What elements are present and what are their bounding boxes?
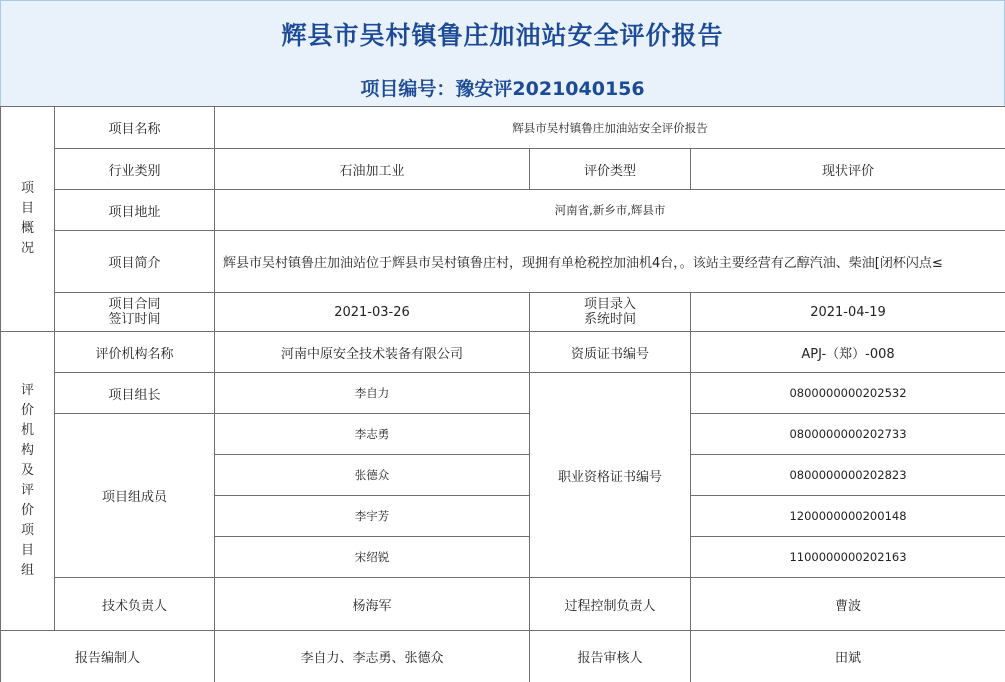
tech-value: 杨海军 (215, 578, 530, 631)
industry-value: 石油加工业 (215, 149, 530, 190)
row-address (1, 190, 1005, 231)
address-label: 项目地址 (55, 190, 215, 231)
project-name-value: 辉县市吴村镇鲁庄加油站安全评价报告 (215, 107, 1005, 149)
section-label-overview: 项 目 概 况 (1, 107, 55, 332)
section-label-team: 评 价 机 构 及 评 价 项 目 组 (1, 332, 55, 631)
leader-label: 项目组长 (55, 373, 215, 414)
row-dates (1, 293, 1005, 332)
table-row (1, 414, 1005, 455)
process-label: 过程控制负责人 (530, 578, 691, 631)
member-name: 李宇芳 (215, 496, 530, 537)
row-tech (1, 578, 1005, 631)
intro-value: 辉县市吴村镇鲁庄加油站位于辉县市吴村镇鲁庄村，现拥有单枪税控加油机4台，。该站主要经营有乙醇汽油、柴油[闭杯闪点≤ (215, 231, 1005, 293)
member-cert: 0800000000202823 (691, 455, 1005, 496)
project-number (1, 74, 1004, 101)
report-header (0, 0, 1005, 107)
project-number-label: 项目编号： (360, 78, 456, 100)
entry-date-label: 项目录入 系统时间 (530, 293, 691, 332)
org-value: 河南中原安全技术装备有限公司 (215, 332, 530, 373)
row-project-name (1, 107, 1005, 149)
leader-name: 李自力 (215, 373, 530, 414)
members-label: 项目组成员 (55, 414, 215, 578)
report-title: 辉县市吴村镇鲁庄加油站安全评价报告 (281, 21, 724, 50)
member-cert: 1100000000202163 (691, 537, 1005, 578)
entry-date-value: 2021-04-19 (691, 293, 1005, 332)
eval-type-value: 现状评价 (691, 149, 1005, 190)
member-name: 李志勇 (215, 414, 530, 455)
industry-label: 行业类别 (55, 149, 215, 190)
contract-date-value: 2021-03-26 (215, 293, 530, 332)
process-value: 曹波 (691, 578, 1005, 631)
row-authors (1, 631, 1005, 682)
cert-label: 资质证书编号 (530, 332, 691, 373)
reviewer-label: 报告审核人 (530, 631, 691, 682)
tech-label: 技术负责人 (55, 578, 215, 631)
qual-cert-label: 职业资格证书编号 (530, 373, 691, 578)
project-name-label: 项目名称 (55, 107, 215, 149)
contract-date-label: 项目合同 签订时间 (55, 293, 215, 332)
org-label: 评价机构名称 (55, 332, 215, 373)
reviewer-value: 田斌 (691, 631, 1005, 682)
cert-value: APJ-（郑）-008 (691, 332, 1005, 373)
member-cert: 1200000000200148 (691, 496, 1005, 537)
member-cert: 0800000000202733 (691, 414, 1005, 455)
author-value: 李自力、李志勇、张德众 (215, 631, 530, 682)
intro-label: 项目简介 (55, 231, 215, 293)
row-leader (1, 373, 1005, 414)
report-table (0, 106, 1005, 682)
address-value: 河南省,新乡市,辉县市 (215, 190, 1005, 231)
member-name: 张德众 (215, 455, 530, 496)
member-name: 宋绍锐 (215, 537, 530, 578)
row-industry (1, 149, 1005, 190)
project-number-value: 豫安评2021040156 (455, 78, 645, 100)
row-org (1, 332, 1005, 373)
row-intro (1, 231, 1005, 293)
author-label: 报告编制人 (1, 631, 215, 682)
leader-cert: 0800000000202532 (691, 373, 1005, 414)
eval-type-label: 评价类型 (530, 149, 691, 190)
